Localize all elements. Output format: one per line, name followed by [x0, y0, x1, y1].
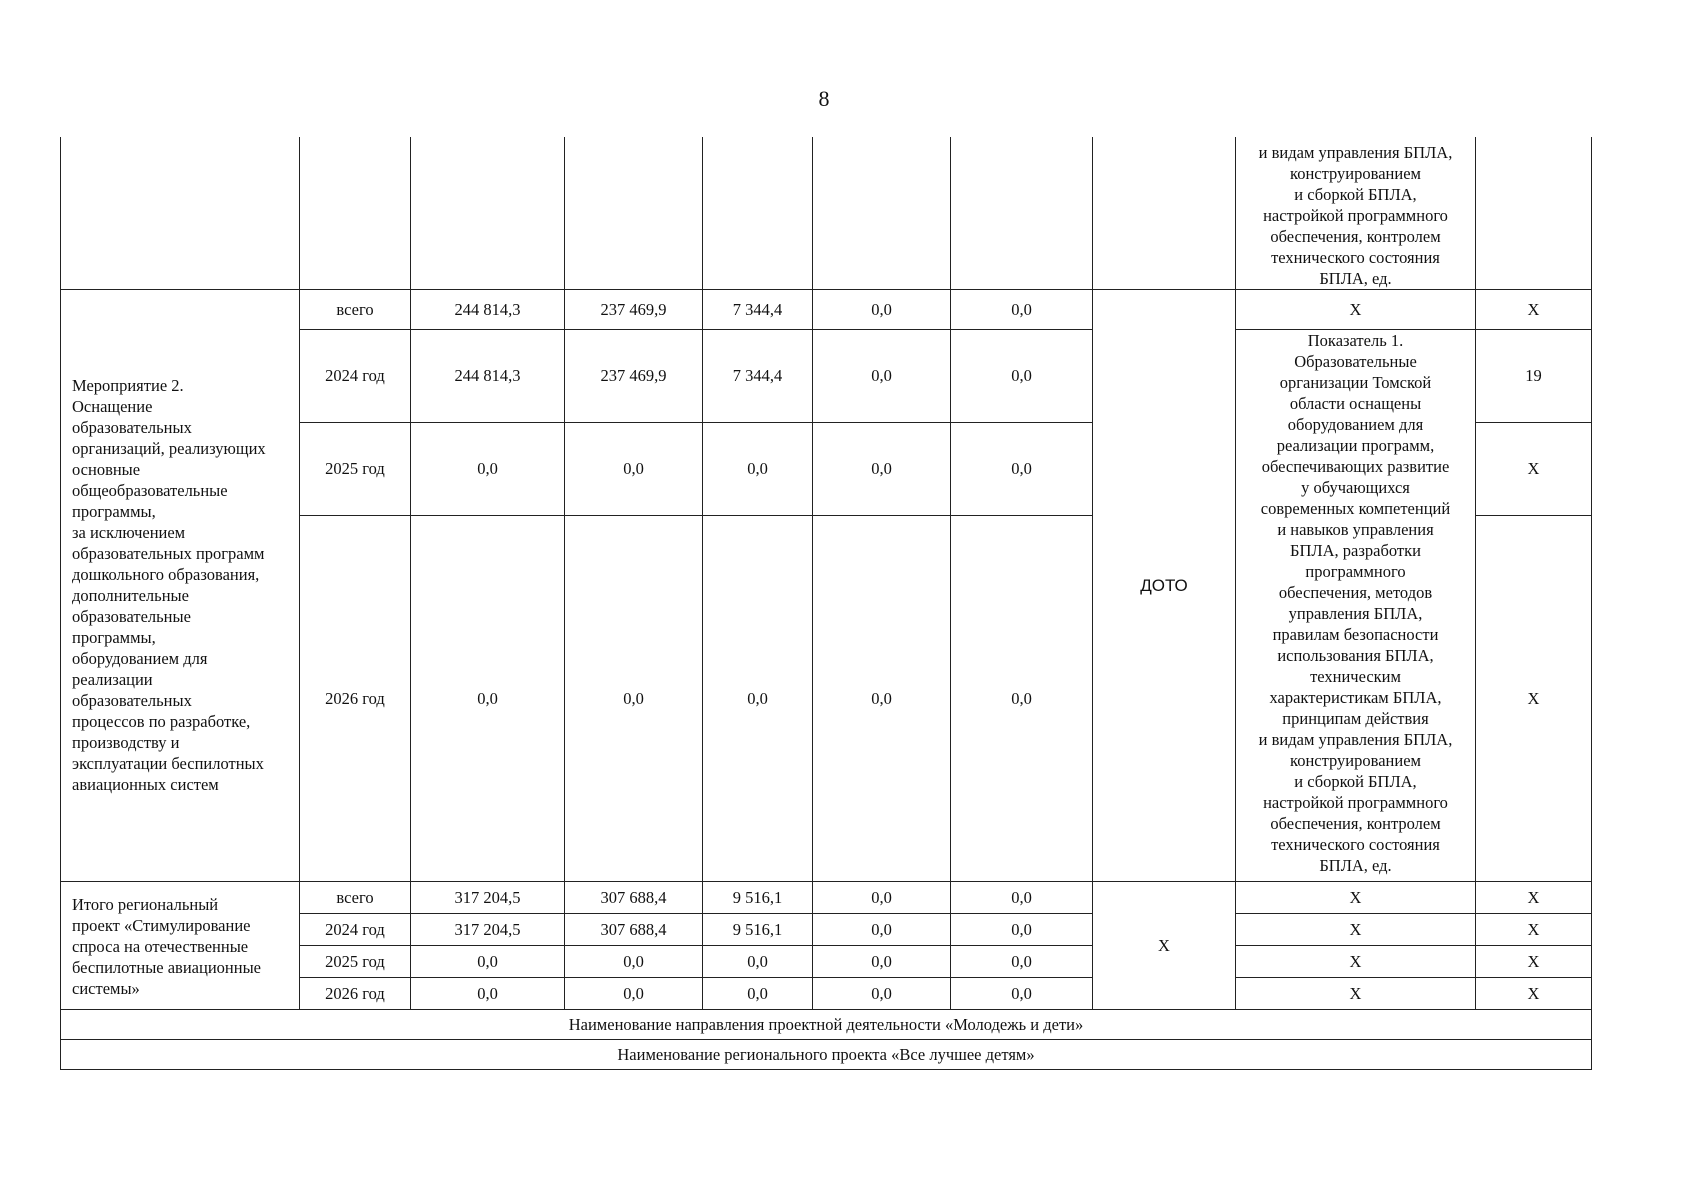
extra-cell: 0,0 — [951, 422, 1093, 515]
local-cell: 0,0 — [813, 422, 951, 515]
local-cell: 0,0 — [813, 977, 951, 1009]
period-cell: 2026 год — [300, 977, 411, 1009]
local-cell: 0,0 — [813, 881, 951, 913]
budget-table — [60, 137, 1592, 1070]
extra-cell: 0,0 — [951, 329, 1093, 422]
regional-cell: 0,0 — [703, 515, 813, 881]
period-cell: 2026 год — [300, 515, 411, 881]
project-total-row-total — [61, 881, 1592, 913]
period-cell: 2024 год — [300, 329, 411, 422]
local-cell: 0,0 — [813, 515, 951, 881]
activity2-row-total — [61, 289, 1592, 329]
section-header-row — [61, 1009, 1592, 1039]
value-cell: Х — [1476, 913, 1592, 945]
department-cell: ДОТО — [1093, 289, 1236, 881]
value-cell: Х — [1476, 977, 1592, 1009]
project-header: Наименование регионального проекта «Все лучшее детям» — [61, 1039, 1592, 1069]
federal-cell: 307 688,4 — [565, 913, 703, 945]
regional-cell: 0,0 — [703, 422, 813, 515]
period-cell: всего — [300, 881, 411, 913]
value-cell: 19 — [1476, 329, 1592, 422]
indicator-text-cell — [1236, 329, 1476, 881]
value-cell: Х — [1476, 289, 1592, 329]
total-cell: 244 814,3 — [411, 329, 565, 422]
indicator-cell: Х — [1236, 945, 1476, 977]
regional-cell: 7 344,4 — [703, 289, 813, 329]
table-cell — [813, 137, 951, 289]
total-cell: 0,0 — [411, 515, 565, 881]
period-cell: 2024 год — [300, 913, 411, 945]
total-cell: 244 814,3 — [411, 289, 565, 329]
department-cell: Х — [1093, 881, 1236, 1009]
regional-cell: 7 344,4 — [703, 329, 813, 422]
extra-cell: 0,0 — [951, 913, 1093, 945]
direction-header: Наименование направления проектной деятельности «Молодежь и дети» — [61, 1009, 1592, 1039]
extra-cell: 0,0 — [951, 945, 1093, 977]
federal-cell: 0,0 — [565, 977, 703, 1009]
table-cell — [565, 137, 703, 289]
activity-name: Мероприятие 2. Оснащение образовательных организаций, реализующих основные общеобразовательные программы, за исключением образовательных программ дошкольного образования, дополнительные образовательные программы, оборудованием для реализации образовательных процессов по разработке, производству и эксплуатации беспилотных авиационных систем — [72, 376, 266, 794]
total-cell: 317 204,5 — [411, 881, 565, 913]
section-header-row — [61, 1039, 1592, 1069]
project-total-name: Итого региональный проект «Стимулирование спроса на отечественные беспилотные авиационные системы» — [72, 894, 261, 998]
period-cell: 2025 год — [300, 945, 411, 977]
table-cell — [951, 137, 1093, 289]
local-cell: 0,0 — [813, 945, 951, 977]
project-total-name-cell — [61, 881, 300, 1009]
extra-cell: 0,0 — [951, 881, 1093, 913]
period-cell: 2025 год — [300, 422, 411, 515]
total-cell: 317 204,5 — [411, 913, 565, 945]
table-cell — [1093, 137, 1236, 289]
indicator-text: Показатель 1. Образовательные организации Томской области оснащены оборудованием для реализации программ, обеспечивающих развитие у обучающихся современных компетенций и навыков управления БПЛА, разработки программного обеспечения, методов управления БПЛА, правилам безопасности использования БПЛА, техническим характеристикам БПЛА, принципам действия и видам управления БПЛА, конструированием и сборкой БПЛА, настройкой программного обеспечения, контролем технического состояния БПЛА, ед. — [1258, 330, 1453, 875]
table-cell — [703, 137, 813, 289]
extra-cell: 0,0 — [951, 977, 1093, 1009]
table-cell — [61, 137, 300, 289]
indicator-line: и видам управления БПЛА, конструированием и сборкой БПЛА, настройкой программного обеспечения, контролем технического состояния БПЛА, ед. — [1258, 142, 1453, 288]
federal-cell: 237 469,9 — [565, 289, 703, 329]
total-cell: 0,0 — [411, 945, 565, 977]
extra-cell: 0,0 — [951, 515, 1093, 881]
federal-cell: 0,0 — [565, 945, 703, 977]
indicator-cell: Х — [1236, 881, 1476, 913]
period-cell: всего — [300, 289, 411, 329]
total-cell: 0,0 — [411, 977, 565, 1009]
table-cell — [411, 137, 565, 289]
value-cell: Х — [1476, 422, 1592, 515]
indicator-cell: Х — [1236, 977, 1476, 1009]
regional-cell: 0,0 — [703, 977, 813, 1009]
federal-cell: 237 469,9 — [565, 329, 703, 422]
local-cell: 0,0 — [813, 289, 951, 329]
indicator-cell: Х — [1236, 289, 1476, 329]
table-cell — [1476, 137, 1592, 289]
local-cell: 0,0 — [813, 913, 951, 945]
federal-cell: 0,0 — [565, 422, 703, 515]
page-number: 8 — [818, 86, 830, 111]
indicator-text-continued — [1236, 137, 1476, 289]
activity-name-cell — [61, 289, 300, 881]
value-cell: Х — [1476, 515, 1592, 881]
table-cell — [300, 137, 411, 289]
total-cell: 0,0 — [411, 422, 565, 515]
regional-cell: 0,0 — [703, 945, 813, 977]
indicator-cell: Х — [1236, 913, 1476, 945]
value-cell: Х — [1476, 945, 1592, 977]
regional-cell: 9 516,1 — [703, 913, 813, 945]
extra-cell: 0,0 — [951, 289, 1093, 329]
local-cell: 0,0 — [813, 329, 951, 422]
continuation-row — [61, 137, 1592, 289]
federal-cell: 0,0 — [565, 515, 703, 881]
federal-cell: 307 688,4 — [565, 881, 703, 913]
value-cell: Х — [1476, 881, 1592, 913]
regional-cell: 9 516,1 — [703, 881, 813, 913]
